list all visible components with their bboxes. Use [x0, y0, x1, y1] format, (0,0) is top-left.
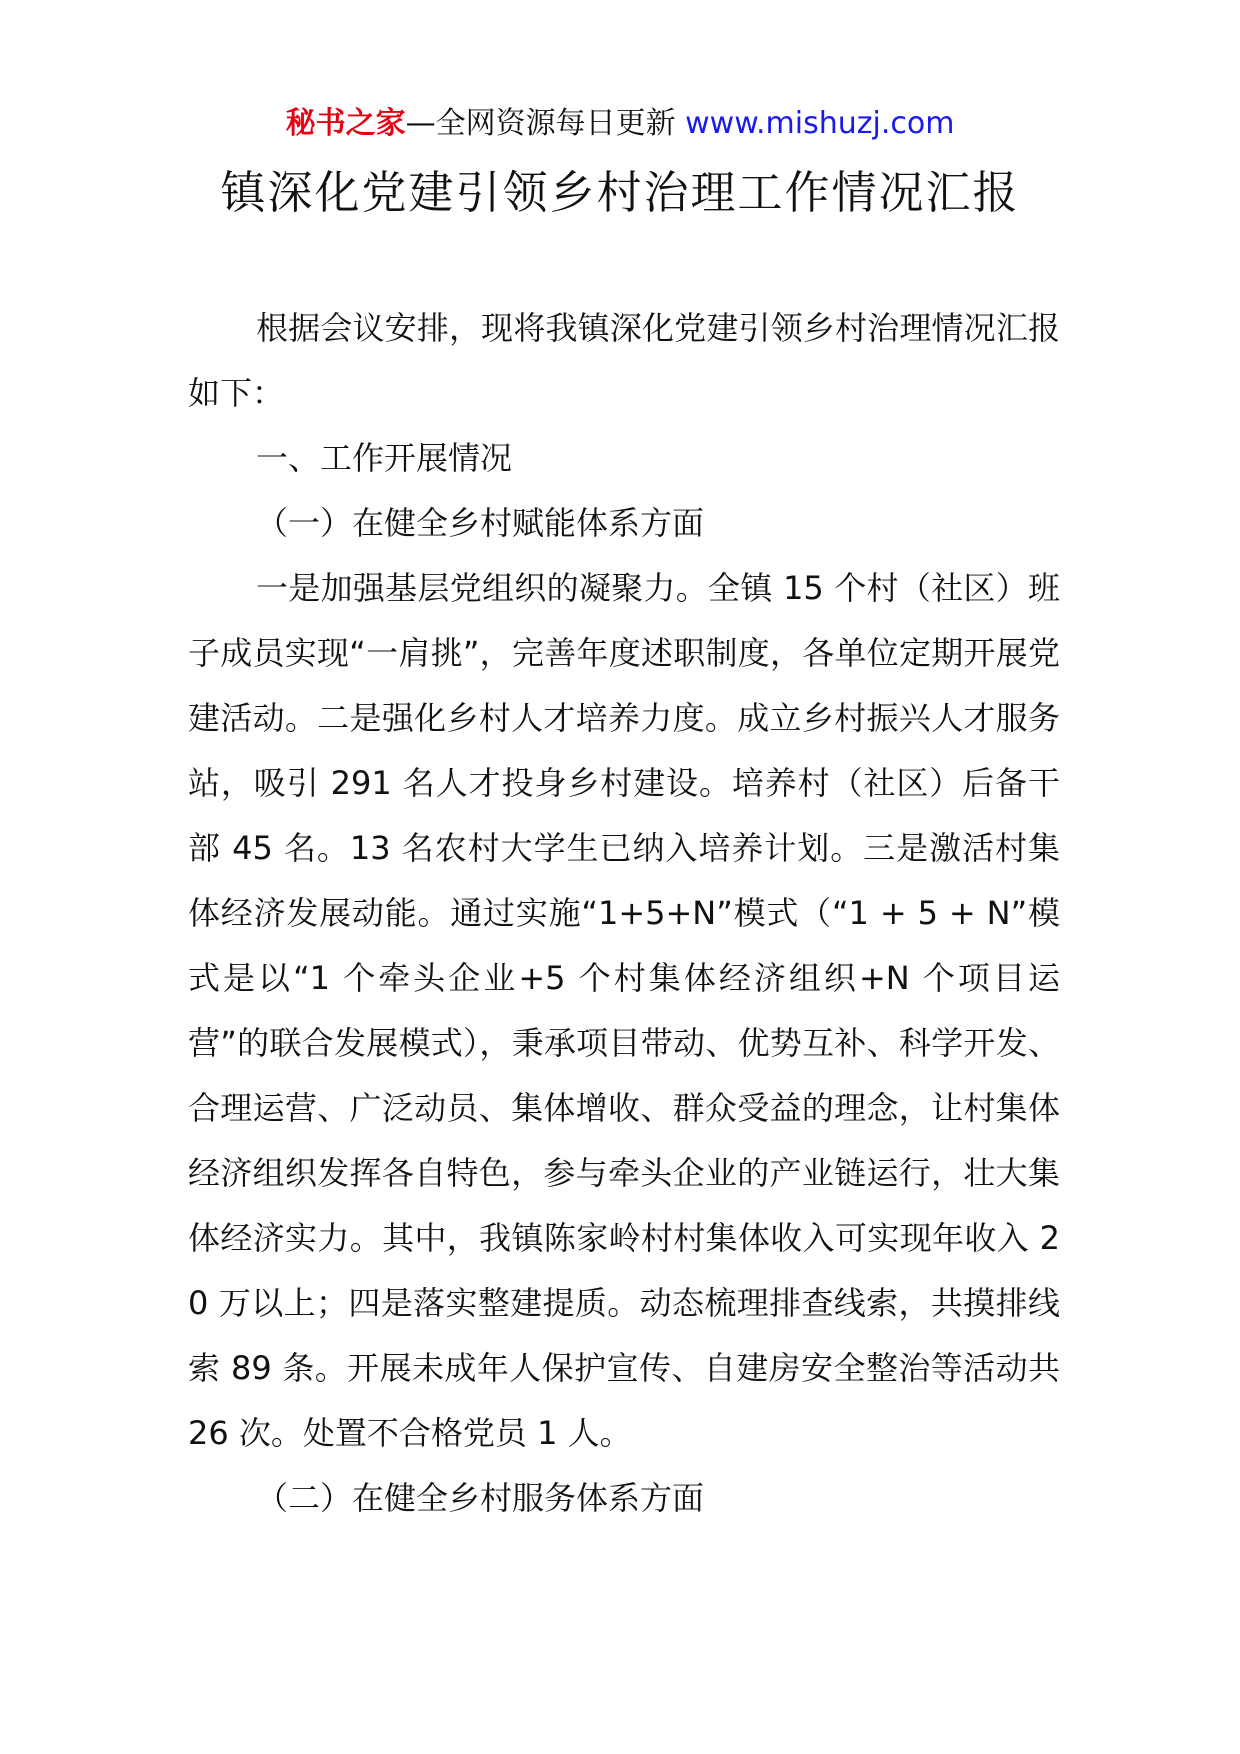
document-title: 镇深化党建引领乡村治理工作情况汇报	[220, 166, 1020, 219]
subsection-heading: （一）在健全乡村赋能体系方面	[256, 504, 705, 542]
brand-name: 秘书之家	[285, 106, 406, 141]
body-paragraph: 一是加强基层党组织的凝聚力。全镇 15 个村（社区）班子成员实现“一肩挑”，完善年度述职制度，各单位定期开展党建活动。二是强化乡村人才培养力度。成立乡村振兴人才服务站，吸引 291 名人才投身乡村建设。培养村（社区）后备干部 45 名。13 名农村大学生已纳入培养计划。三是激活村集体经济发展动能。通过实施“1+5+N”模式（“1 + 5 + N”模式是以“1 个牵头企业+5 个村集体经济组织+N 个项目运营”的联合发展模式），秉承项目带动、优势互补、科学开发、合理运营、广泛动员、集体增收、群众受益的理念，让村集体经济组织发挥各自特色，参与牵头企业的产业链运行，壮大集体经济实力。其中，我镇陈家岭村村集体收入可实现年收入 20 万以上；四是落实整建提质。动态梳理排查线索，共摸排线索 89 条。开展未成年人保护宣传、自建房安全整治等活动共 26 次。处置不合格党员 1 人。	[188, 569, 1060, 1452]
site-header	[0, 100, 1240, 148]
section-heading: 一、工作开展情况	[256, 439, 513, 477]
header-slogan: —全网资源每日更新	[405, 106, 686, 141]
subsection-heading: （二）在健全乡村服务体系方面	[256, 1479, 705, 1517]
intro-paragraph: 根据会议安排，现将我镇深化党建引领乡村治理情况汇报如下：	[188, 309, 1060, 412]
site-url-link[interactable]: www.mishuzj.com	[685, 106, 955, 141]
document-body	[188, 296, 1060, 1531]
